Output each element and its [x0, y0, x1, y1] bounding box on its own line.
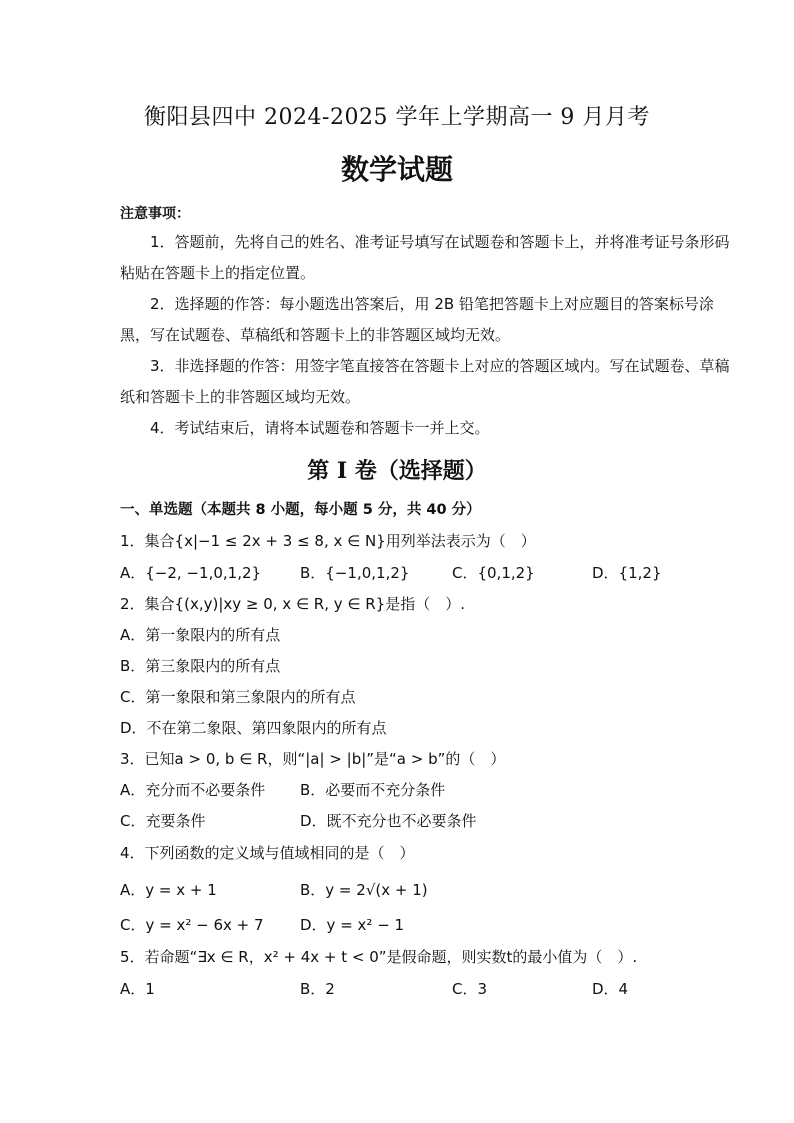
question-2-stem: 2．集合{(x,y)|xy ≥ 0, x ∈ R, y ∈ R}是指（ ）. [120, 595, 465, 613]
notice-item-1: 1．答题前，先将自己的姓名、准考证号填写在试题卷和答题卡上，并将准考证号条形码粘贴在答题卡上的指定位置。 [120, 233, 730, 282]
question-2-option-c: C．第一象限和第三象限内的所有点 [120, 688, 356, 706]
question-1-stem: 1．集合{x|−1 ≤ 2x + 3 ≤ 8, x ∈ N}用列举法表示为（ ） [120, 532, 536, 550]
question-3-option-d: D．既不充分也不必要条件 [300, 812, 477, 830]
question-2-option-b: B．第三象限内的所有点 [120, 657, 281, 675]
question-4-option-a: A．y = x + 1 [120, 881, 217, 899]
question-3-option-b: B．必要而不充分条件 [300, 781, 446, 799]
question-5-option-a: A．1 [120, 980, 155, 998]
question-3-stem: 3．已知a > 0, b ∈ R，则“|a| > |b|”是“a > b”的（ ） [120, 750, 506, 768]
question-4-stem: 4．下列函数的定义域与值域相同的是（ ） [120, 844, 415, 862]
question-5-option-b: B．2 [300, 980, 335, 998]
notice-item-2: 2．选择题的作答：每小题选出答案后，用 2B 铅笔把答题卡上对应题目的答案标号涂黑，写在试题卷、草稿纸和答题卡上的非答题区域均无效。 [120, 295, 714, 344]
question-2-option-d: D．不在第二象限、第四象限内的所有点 [120, 719, 387, 737]
question-1-option-d: D．{1,2} [592, 564, 662, 582]
question-4-option-d: D．y = x² − 1 [300, 916, 405, 934]
question-1-option-b: B．{−1,0,1,2} [300, 564, 410, 582]
exam-title: 衡阳县四中 2024-2025 学年上学期高一 9 月月考 [144, 105, 650, 130]
question-5-stem: 5．若命题“∃x ∈ R，x² + 4x + t < 0”是假命题，则实数t的最小值为（ ）. [120, 948, 638, 966]
question-3-option-c: C．充要条件 [120, 812, 206, 830]
notice-item-4: 4．考试结束后，请将本试题卷和答题卡一并上交。 [150, 419, 490, 437]
notice-item-3: 3．非选择题的作答：用签字笔直接答在答题卡上对应的答题区域内。写在试题卷、草稿纸和答题卡上的非答题区域均无效。 [120, 357, 730, 406]
question-3-option-a: A．充分而不必要条件 [120, 781, 266, 799]
question-4-option-b: B．y = 2√(x + 1) [300, 881, 428, 899]
question-5-option-c: C．3 [452, 980, 488, 998]
question-1-option-a: A．{−2, −1,0,1,2} [120, 564, 262, 582]
question-2-option-a: A．第一象限内的所有点 [120, 626, 281, 644]
notice-title: 注意事项： [120, 206, 190, 222]
exam-subtitle: 数学试题 [340, 153, 453, 186]
question-4-option-c: C．y = x² − 6x + 7 [120, 916, 264, 934]
part-title: 一、单选题（本题共 8 小题，每小题 5 分，共 40 分） [120, 502, 481, 518]
section-title: 第 I 卷（选择题） [307, 458, 487, 484]
question-1-option-c: C．{0,1,2} [452, 564, 535, 582]
question-5-option-d: D．4 [592, 980, 629, 998]
